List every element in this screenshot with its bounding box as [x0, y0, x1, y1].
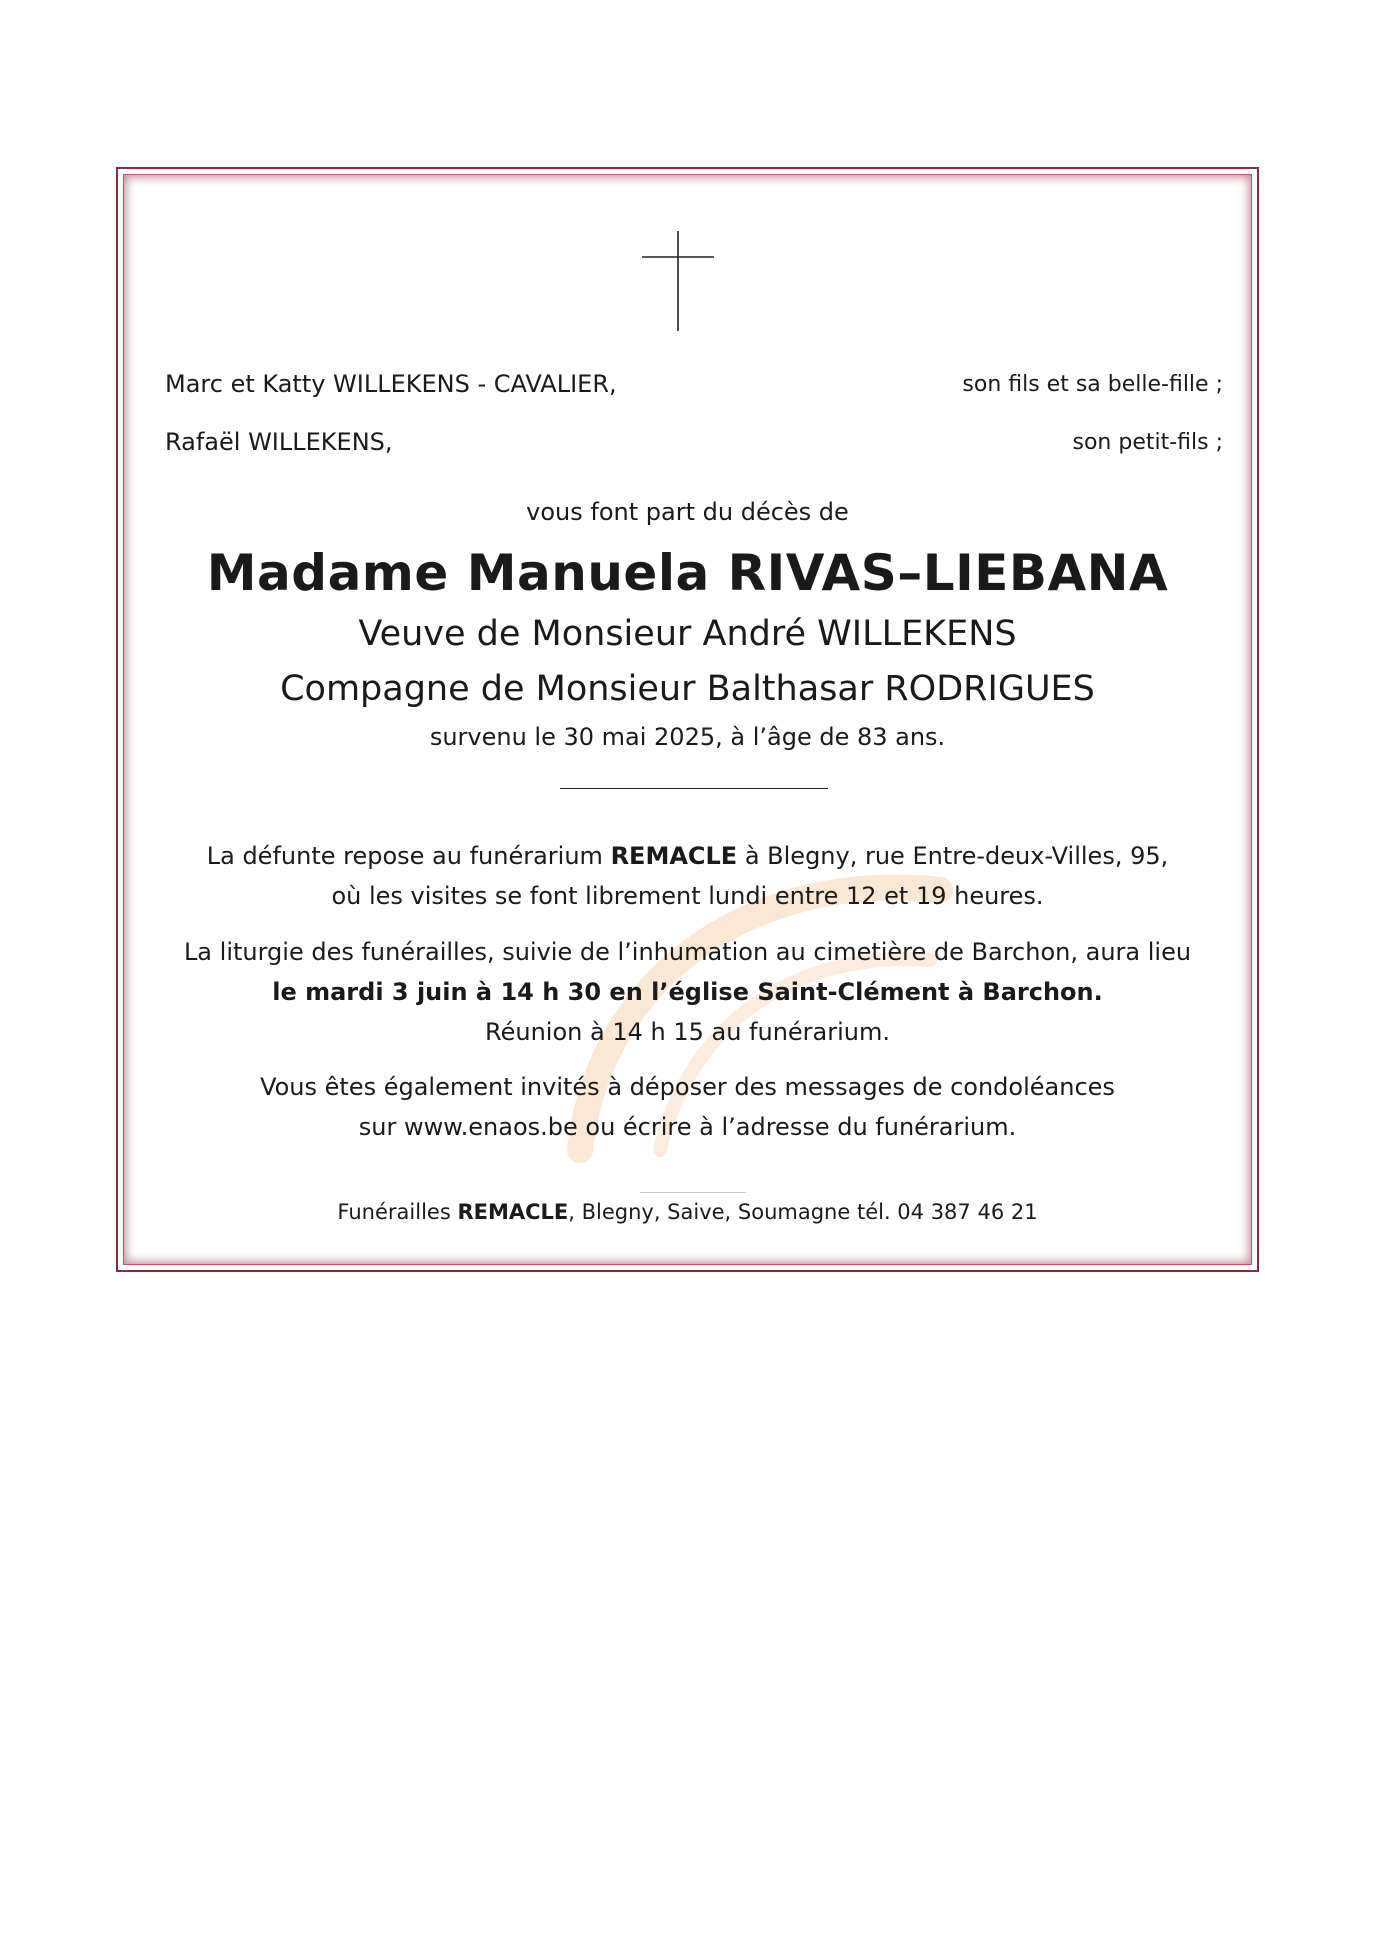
footer-company: REMACLE	[457, 1200, 569, 1224]
liturgy-line-1: La liturgie des funérailles, suivie de l’inhumation au cimetière de Barchon, aura lieu	[183, 938, 1192, 966]
visitation-paragraph	[116, 836, 1259, 916]
visitation-line-2: où les visites se font librement lundi entre 12 et 19 heures.	[331, 882, 1044, 910]
condolences-line-2: sur www.enaos.be ou écrire à l’adresse du funérarium.	[358, 1113, 1017, 1141]
condolences-line-1: Vous êtes également invités à déposer des messages de condoléances	[260, 1073, 1115, 1101]
announcement-intro: vous font part du décès de	[526, 498, 849, 526]
liturgy-paragraph	[116, 932, 1259, 1052]
deceased-name: Madame Manuela RIVAS–LIEBANA	[206, 544, 1169, 602]
cross-icon	[642, 231, 714, 331]
condolences-paragraph	[116, 1067, 1259, 1147]
date-line: survenu le 30 mai 2025, à l’âge de 83 ans.	[429, 723, 946, 751]
visitation-prefix: La défunte repose au funérarium	[206, 842, 611, 870]
footer-divider	[640, 1192, 746, 1193]
footer	[116, 1200, 1259, 1224]
liturgy-date-line: le mardi 3 juin à 14 h 30 en l’église Saint-Clément à Barchon.	[272, 978, 1103, 1006]
liturgy-meeting-line: Réunion à 14 h 15 au funérarium.	[485, 1018, 890, 1046]
family-name: Marc et Katty WILLEKENS - CAVALIER,	[165, 370, 617, 398]
family-relation: son petit-fils ;	[1072, 430, 1223, 455]
footer-prefix: Funérailles	[337, 1200, 458, 1224]
footer-contact: , Blegny, Saive, Soumagne tél. 04 387 46 21	[568, 1200, 1038, 1224]
family-name: Rafaël WILLEKENS,	[165, 428, 393, 456]
funeral-home-name: REMACLE	[610, 842, 738, 870]
family-relation: son fils et sa belle-fille ;	[962, 372, 1223, 397]
widow-line: Veuve de Monsieur André WILLEKENS	[358, 614, 1017, 654]
partner-line: Compagne de Monsieur Balthasar RODRIGUES	[280, 669, 1095, 709]
visitation-line-1	[116, 836, 1259, 876]
divider	[560, 788, 828, 789]
visitation-address: à Blegny, rue Entre-deux-Villes, 95,	[737, 842, 1169, 870]
